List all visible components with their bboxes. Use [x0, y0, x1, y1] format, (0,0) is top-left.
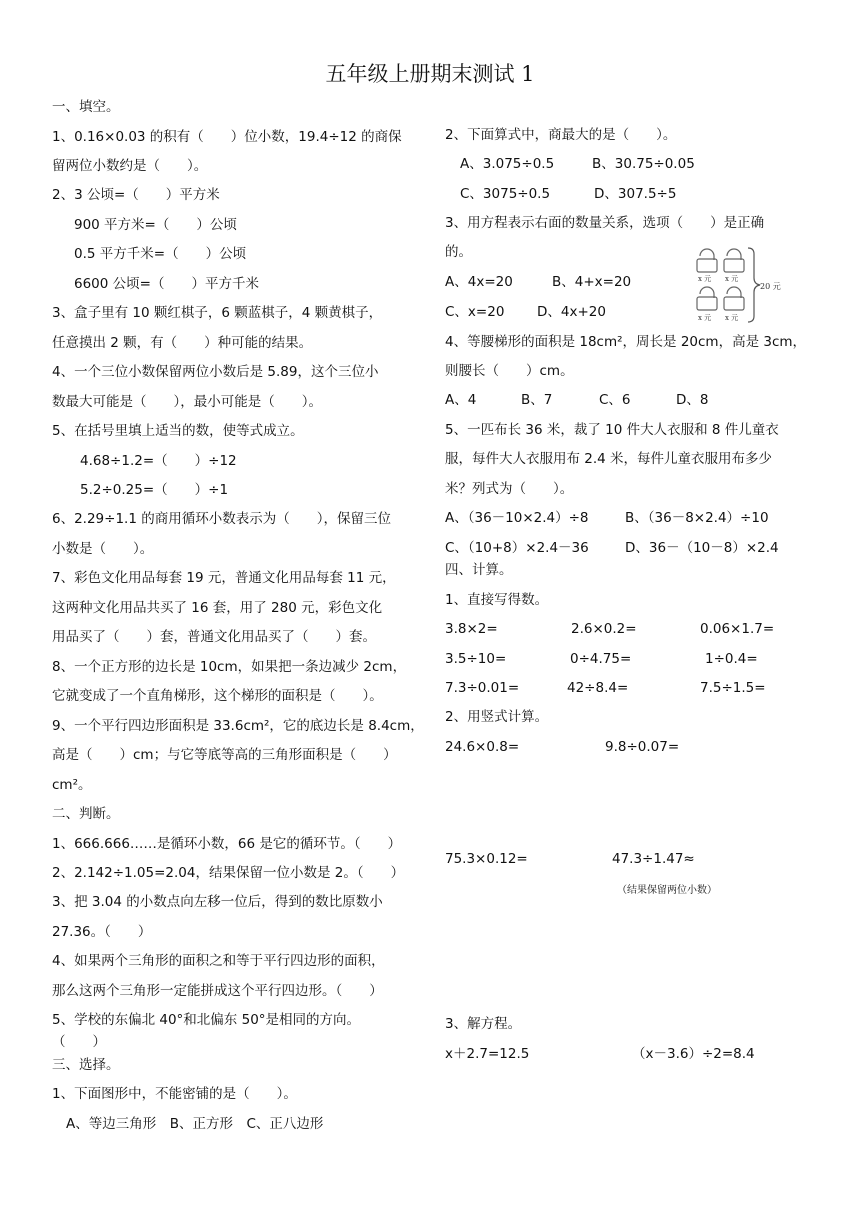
- right-text-line: A、4: [445, 392, 477, 408]
- right-text-line: 2、下面算式中，商最大的是（ ）。: [445, 127, 677, 143]
- right-text-line: 75.3×0.12=: [445, 851, 528, 867]
- right-text-line: C、（10+8）×2.4－36: [445, 540, 589, 556]
- left-text-line: 5、学校的东偏北 40°和北偏东 50°是相同的方向。: [52, 1012, 361, 1028]
- right-text-line: 3.8×2=: [445, 621, 498, 637]
- left-text-line: 3、把 3.04 的小数点向左移一位后，得到的数比原数小: [52, 894, 383, 910]
- left-text-line: 7、彩色文化用品每套 19 元，普通文化用品每套 11 元，: [52, 570, 396, 586]
- left-text-line: 这两种文化用品共买了 16 套，用了 280 元，彩色文化: [52, 600, 383, 616]
- lock-figure: [694, 246, 794, 326]
- right-text-line: D、4x+20: [537, 304, 606, 320]
- left-text-line: 二、判断。: [52, 806, 120, 822]
- right-text-line: 的。: [445, 244, 472, 260]
- left-text-line: 任意摸出 2 颗，有（ ）种可能的结果。: [52, 335, 313, 351]
- left-text-line: （ ）: [52, 1034, 106, 1050]
- left-text-line: 1、下面图形中，不能密铺的是（ ）。: [52, 1086, 297, 1102]
- lock-price-label: x 元: [725, 275, 739, 283]
- left-text-line: 4、如果两个三角形的面积之和等于平行四边形的面积，: [52, 953, 385, 969]
- right-text-line: 24.6×0.8=: [445, 739, 520, 755]
- left-text-line: 8、一个正方形的边长是 10cm，如果把一条边减少 2cm，: [52, 659, 407, 675]
- right-text-line: 2、用竖式计算。: [445, 709, 549, 725]
- right-text-line: 42÷8.4=: [567, 680, 629, 696]
- right-text-line: A、（36－10×2.4）÷8: [445, 510, 589, 526]
- right-text-line: B、（36－8×2.4）÷10: [625, 510, 769, 526]
- right-text-line: 7.3÷0.01=: [445, 680, 520, 696]
- left-text-line: 6600 公顷=（ ）平方千米: [74, 276, 259, 292]
- left-text-line: 27.36。（ ）: [52, 924, 152, 940]
- left-text-line: 4、一个三位小数保留两位小数后是 5.89，这个三位小: [52, 364, 379, 380]
- total-price-label: 20 元: [760, 282, 781, 291]
- right-text-line: 四、计算。: [445, 562, 513, 578]
- right-text-line: 5、一匹布长 36 米，裁了 10 件大人衣服和 8 件儿童衣: [445, 422, 779, 438]
- rounding-note: （结果保留两位小数）: [617, 885, 717, 896]
- right-text-line: 47.3÷1.47≈: [612, 851, 695, 867]
- left-text-line: 5、在括号里填上适当的数，使等式成立。: [52, 423, 304, 439]
- left-text-line: 1、666.666……是循环小数，66 是它的循环节。（ ）: [52, 836, 402, 852]
- right-text-line: A、4x=20: [445, 274, 513, 290]
- left-text-line: 数最大可能是（ ），最小可能是（ ）。: [52, 394, 322, 410]
- right-text-line: C、6: [599, 392, 631, 408]
- right-text-line: 0.06×1.7=: [700, 621, 775, 637]
- left-text-line: 它就变成了一个直角梯形，这个梯形的面积是（ ）。: [52, 688, 383, 704]
- left-text-line: 3、盒子里有 10 颗红棋子，6 颗蓝棋子，4 颗黄棋子，: [52, 305, 383, 321]
- left-text-line: 那么这两个三角形一定能拼成这个平行四边形。（ ）: [52, 983, 383, 999]
- right-text-line: D、307.5÷5: [594, 186, 677, 202]
- left-text-line: 900 平方米=（ ）公顷: [74, 217, 237, 233]
- left-text-line: A、等边三角形 B、正方形 C、正八边形: [66, 1116, 324, 1132]
- left-text-line: cm²。: [52, 777, 92, 793]
- left-text-line: 9、一个平行四边形面积是 33.6cm²，它的底边长是 8.4cm，: [52, 718, 424, 734]
- brace: [748, 248, 760, 322]
- right-text-line: 3、用方程表示右面的数量关系，选项（ ）是正确: [445, 215, 765, 231]
- right-text-line: 服，每件大人衣服用布 2.4 米，每件儿童衣服用布多少: [445, 451, 773, 467]
- left-text-line: 高是（ ）cm；与它等底等高的三角形面积是（ ）: [52, 747, 397, 763]
- right-text-line: 米？列式为（ ）。: [445, 481, 574, 497]
- left-text-line: 6、2.29÷1.1 的商用循环小数表示为（ ），保留三位: [52, 511, 391, 527]
- left-text-line: 用品买了（ ）套，普通文化用品买了（ ）套。: [52, 629, 376, 645]
- right-text-line: 3.5÷10=: [445, 651, 507, 667]
- page-title: 五年级上册期末测试 1: [325, 62, 535, 86]
- right-text-line: A、3.075÷0.5: [460, 156, 555, 172]
- right-text-line: B、30.75÷0.05: [592, 156, 695, 172]
- left-text-line: 1、0.16×0.03 的积有（ ）位小数，19.4÷12 的商保: [52, 129, 402, 145]
- right-text-line: 0÷4.75=: [570, 651, 632, 667]
- left-text-line: 2、3 公顷=（ ）平方米: [52, 187, 220, 203]
- left-text-line: 三、选择。: [52, 1057, 120, 1073]
- left-text-line: 5.2÷0.25=（ ）÷1: [80, 482, 229, 498]
- right-text-line: （x－3.6）÷2=8.4: [632, 1046, 755, 1062]
- left-text-line: 2、2.142÷1.05=2.04，结果保留一位小数是 2。（ ）: [52, 865, 405, 881]
- right-text-line: 2.6×0.2=: [571, 621, 637, 637]
- right-text-line: 7.5÷1.5=: [700, 680, 766, 696]
- right-text-line: 3、解方程。: [445, 1016, 522, 1032]
- right-text-line: 则腰长（ ）cm。: [445, 363, 574, 379]
- left-text-line: 留两位小数约是（ ）。: [52, 158, 208, 174]
- left-text-line: 0.5 平方千米=（ ）公顷: [74, 246, 247, 262]
- left-text-line: 小数是（ ）。: [52, 541, 154, 557]
- lock-price-label: x 元: [698, 275, 712, 283]
- left-text-line: 一、填空。: [52, 99, 120, 115]
- right-text-line: C、3075÷0.5: [460, 186, 551, 202]
- right-text-line: 9.8÷0.07=: [605, 739, 680, 755]
- right-text-line: 1÷0.4=: [705, 651, 758, 667]
- right-text-line: D、36－（10－8）×2.4: [625, 540, 779, 556]
- right-text-line: C、x=20: [445, 304, 505, 320]
- right-text-line: 4、等腰梯形的面积是 18cm²，周长是 20cm，高是 3cm，: [445, 334, 807, 350]
- lock-price-label: x 元: [698, 314, 712, 322]
- lock-price-label: x 元: [725, 314, 739, 322]
- right-text-line: B、4+x=20: [552, 274, 632, 290]
- right-text-line: D、8: [676, 392, 709, 408]
- right-text-line: x＋2.7=12.5: [445, 1046, 530, 1062]
- left-text-line: 4.68÷1.2=（ ）÷12: [80, 453, 237, 469]
- right-text-line: 1、直接写得数。: [445, 592, 549, 608]
- right-text-line: B、7: [521, 392, 553, 408]
